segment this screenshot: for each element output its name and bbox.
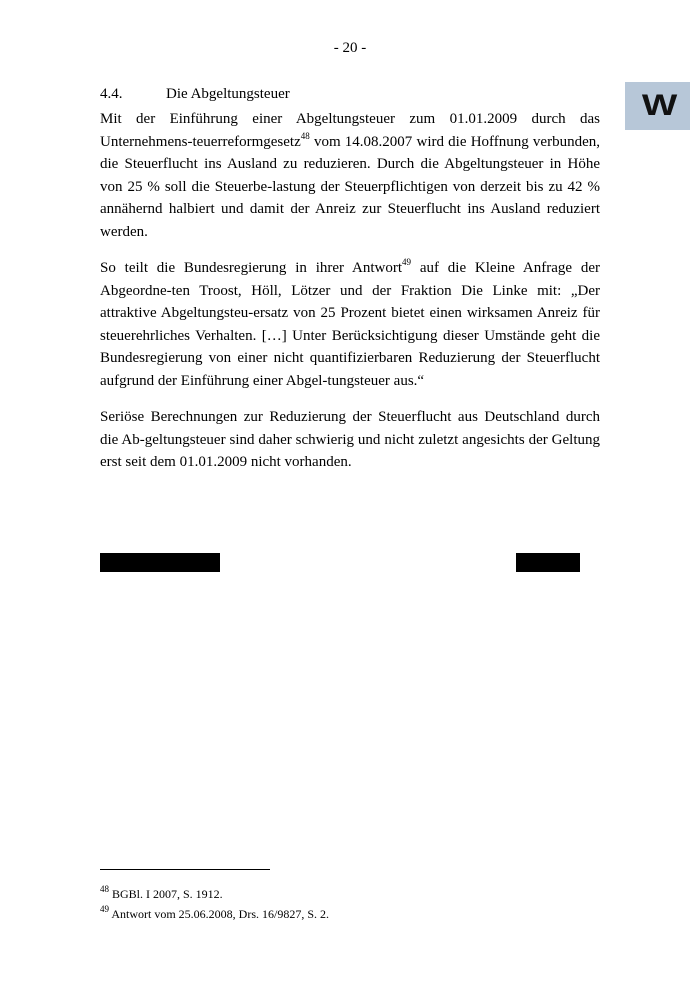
paragraph-2-text-b: auf die Kleine Anfrage der Abgeordne-ten Troost, Höll, Lötzer und der Fraktion Die Linke mit: „Der attraktive Abgeltungsteu-ersatz von 25 Prozent bietet einen wirksamen Anreiz für steuerehrliches Verhalten. […] Unter Berücksichtigung dieser Umstände geht die Bundesregierung von einer nicht quantifizierbaren Reduzierung der Steuerflucht aufgrund der Einführung einer Abgel-tungsteuer aus.“ xyxy=(100,260,600,389)
paragraph-1-text-b: vom 14.08.2007 wird die Hoffnung verbunden, die Steuerflucht ins Ausland zu reduzieren. Durch die Abgeltungsteuer in Höhe von 25 % soll die Steuerbe-lastung der Steuerpflichtigen von derzeit bis zu 42 % annähernd halbiert und damit der Anreiz zur Steuerflucht ins Ausland reduziert werden. xyxy=(100,133,600,240)
footnotes xyxy=(100,884,600,924)
page-number: - 20 - xyxy=(333,40,367,56)
paragraph-3: Seriöse Berechnungen zur Reduzierung der Steuerflucht aus Deutschland durch die Ab-geltungsteuer sind daher schwierig und nicht zuletzt angesichts der Geltung erst seit dem 01.01.2009 nicht vorhanden. xyxy=(100,409,600,470)
paragraph-2-text-a: So teilt die Bundesregierung in ihrer Antwort xyxy=(100,260,402,276)
paragraph-1 xyxy=(100,108,600,243)
section-number: 4.4. xyxy=(100,86,123,102)
redaction-bar-left xyxy=(100,553,220,572)
footnote-text: BGBl. I 2007, S. 1912. xyxy=(109,887,223,901)
logo-text: W xyxy=(641,89,674,122)
section-heading xyxy=(100,84,600,105)
section-title: Die Abgeltungsteuer xyxy=(166,86,290,102)
footnote-number: 49 xyxy=(100,904,109,914)
footnote-number: 48 xyxy=(100,884,109,894)
footnote-ref-48[interactable]: 48 xyxy=(300,130,310,141)
footnote-48 xyxy=(100,884,600,904)
footnote-49 xyxy=(100,904,600,924)
footnote-ref-49[interactable]: 49 xyxy=(402,257,411,267)
logo xyxy=(625,82,690,130)
paragraph-1-text-a: Mit der Einführung einer Abgeltungsteuer zum 01.01.2009 durch das Unternehmens-teuerreformgesetz xyxy=(100,111,600,150)
paragraph-2 xyxy=(100,257,600,392)
main-content xyxy=(100,84,600,474)
footnote-divider xyxy=(100,869,270,870)
redaction-bar-right xyxy=(516,553,580,572)
footnote-text: Antwort vom 25.06.2008, Drs. 16/9827, S. 2. xyxy=(109,907,330,921)
